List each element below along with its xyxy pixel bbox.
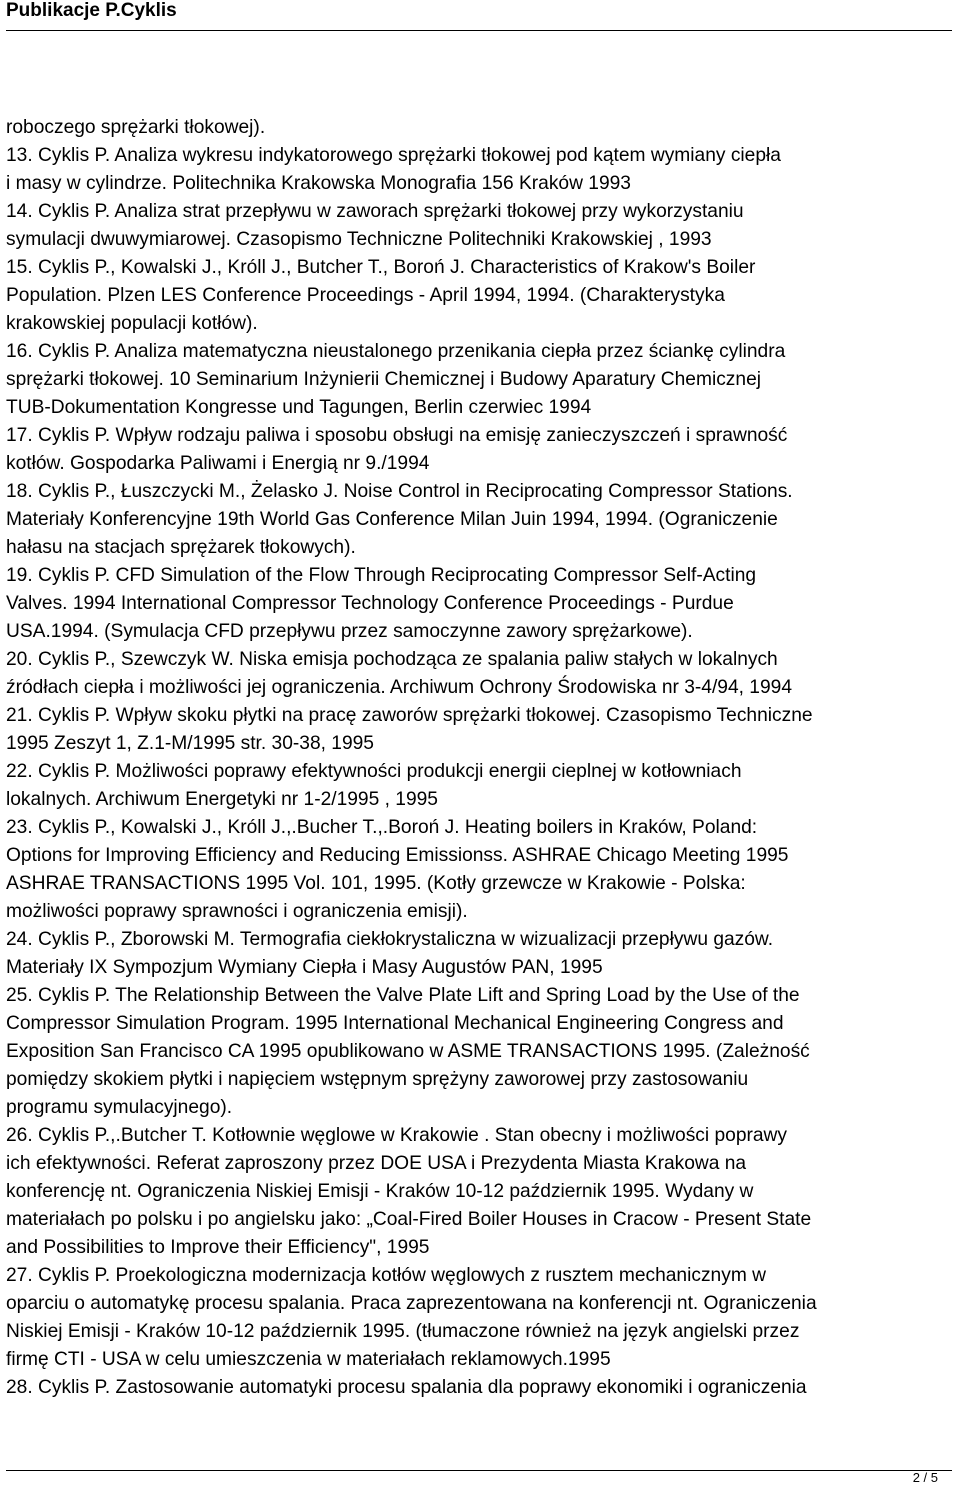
text-line: USA.1994. (Symulacja CFD przepływu przez samoczynne zawory sprężarkowe). <box>6 621 693 642</box>
text-line: 18. Cyklis P., Łuszczycki M., Żelasko J. Noise Control in Reciprocating Compressor Stations. <box>6 481 793 502</box>
text-line: Options for Improving Efficiency and Reducing Emissionss. ASHRAE Chicago Meeting 1995 <box>6 845 789 866</box>
text-line: 17. Cyklis P. Wpływ rodzaju paliwa i sposobu obsługi na emisję zanieczyszczeń i sprawność <box>6 425 788 446</box>
publication-list <box>6 114 956 1402</box>
text-line: Materiały IX Sympozjum Wymiany Ciepła i Masy Augustów PAN, 1995 <box>6 957 603 978</box>
text-line: 21. Cyklis P. Wpływ skoku płytki na pracę zaworów sprężarki tłokowej. Czasopismo Techniczne <box>6 705 813 726</box>
text-line: 23. Cyklis P., Kowalski J., Króll J.,.Bucher T.,.Boroń J. Heating boilers in Kraków, Poland: <box>6 817 758 838</box>
text-line: krakowskiej populacji kotłów). <box>6 313 258 334</box>
text-line: Exposition San Francisco CA 1995 opublikowano w ASME TRANSACTIONS 1995. (Zależność <box>6 1041 810 1062</box>
text-line: 1995 Zeszyt 1, Z.1-M/1995 str. 30-38, 1995 <box>6 733 374 754</box>
text-line: 20. Cyklis P., Szewczyk W. Niska emisja pochodząca ze spalania paliw stałych w lokalnych <box>6 649 778 670</box>
text-line: pomiędzy skokiem płytki i napięciem wstępnym sprężyny zaworowej przy zastosowaniu <box>6 1069 749 1090</box>
header-divider <box>6 30 952 31</box>
text-line: możliwości poprawy sprawności i ograniczenia emisji). <box>6 901 468 922</box>
text-line: konferencję nt. Ograniczenia Niskiej Emisji - Kraków 10-12 październik 1995. Wydany w <box>6 1181 754 1202</box>
text-line: lokalnych. Archiwum Energetyki nr 1-2/1995 , 1995 <box>6 789 438 810</box>
text-line: firmę CTI - USA w celu umieszczenia w materiałach reklamowych.1995 <box>6 1349 611 1370</box>
text-line: 27. Cyklis P. Proekologiczna modernizacja kotłów węglowych z rusztem mechanicznym w <box>6 1265 766 1286</box>
text-line: 28. Cyklis P. Zastosowanie automatyki procesu spalania dla poprawy ekonomiki i ograniczenia <box>6 1377 807 1398</box>
text-line: Population. Plzen LES Conference Proceedings - April 1994, 1994. (Charakterystyka <box>6 285 725 306</box>
page-number: 2 / 5 <box>912 1470 938 1485</box>
text-line: ASHRAE TRANSACTIONS 1995 Vol. 101, 1995. (Kotły grzewcze w Krakowie - Polska: <box>6 873 746 894</box>
text-line: 15. Cyklis P., Kowalski J., Króll J., Butcher T., Boroń J. Characteristics of Krakow's Boiler <box>6 257 756 278</box>
footer-divider <box>6 1470 952 1471</box>
text-line: i masy w cylindrze. Politechnika Krakowska Monografia 156 Kraków 1993 <box>6 173 631 194</box>
text-line: oparciu o automatykę procesu spalania. Praca zaprezentowana na konferencji nt. Ograniczenia <box>6 1293 817 1314</box>
text-line: 25. Cyklis P. The Relationship Between the Valve Plate Lift and Spring Load by the Use of the <box>6 985 800 1006</box>
page-title: Publikacje P.Cyklis <box>6 0 177 21</box>
text-line: 22. Cyklis P. Możliwości poprawy efektywności produkcji energii cieplnej w kotłowniach <box>6 761 742 782</box>
text-line: 26. Cyklis P.,.Butcher T. Kotłownie węglowe w Krakowie . Stan obecny i możliwości poprawy <box>6 1125 787 1146</box>
text-line: Niskiej Emisji - Kraków 10-12 październik 1995. (tłumaczone również na język angielski przez <box>6 1321 800 1342</box>
text-line: hałasu na stacjach sprężarek tłokowych). <box>6 537 356 558</box>
text-line: TUB-Dokumentation Kongresse und Tagungen, Berlin czerwiec 1994 <box>6 397 592 418</box>
text-line: 19. Cyklis P. CFD Simulation of the Flow Through Reciprocating Compressor Self-Acting <box>6 565 757 586</box>
text-line: 24. Cyklis P., Zborowski M. Termografia ciekłokrystaliczna w wizualizacji przepływu gazów. <box>6 929 774 950</box>
text-line: źródłach ciepła i możliwości jej ograniczenia. Archiwum Ochrony Środowiska nr 3-4/94, 1994 <box>6 677 792 698</box>
text-line: ich efektywności. Referat zaproszony przez DOE USA i Prezydenta Miasta Krakowa na <box>6 1153 747 1174</box>
text-line: and Possibilities to Improve their Efficiency", 1995 <box>6 1237 430 1258</box>
text-line: symulacji dwuwymiarowej. Czasopismo Techniczne Politechniki Krakowskiej , 1993 <box>6 229 712 250</box>
text-line: Valves. 1994 International Compressor Technology Conference Proceedings - Purdue <box>6 593 734 614</box>
text-line: kotłów. Gospodarka Paliwami i Energią nr 9./1994 <box>6 453 430 474</box>
text-line: sprężarki tłokowej. 10 Seminarium Inżynierii Chemicznej i Budowy Aparatury Chemicznej <box>6 369 762 390</box>
text-line: Materiały Konferencyjne 19th World Gas Conference Milan Juin 1994, 1994. (Ograniczenie <box>6 509 778 530</box>
text-line: programu symulacyjnego). <box>6 1097 233 1118</box>
text-line: roboczego sprężarki tłokowej). <box>6 117 266 138</box>
text-line: Compressor Simulation Program. 1995 International Mechanical Engineering Congress and <box>6 1013 784 1034</box>
text-line: 16. Cyklis P. Analiza matematyczna nieustalonego przenikania ciepła przez ściankę cylindra <box>6 341 786 362</box>
text-line: 14. Cyklis P. Analiza strat przepływu w zaworach sprężarki tłokowej przy wykorzystaniu <box>6 201 744 222</box>
text-line: 13. Cyklis P. Analiza wykresu indykatorowego sprężarki tłokowej pod kątem wymiany ciepła <box>6 145 781 166</box>
text-line: materiałach po polsku i po angielsku jako: „Coal-Fired Boiler Houses in Cracow - Present State <box>6 1209 812 1230</box>
